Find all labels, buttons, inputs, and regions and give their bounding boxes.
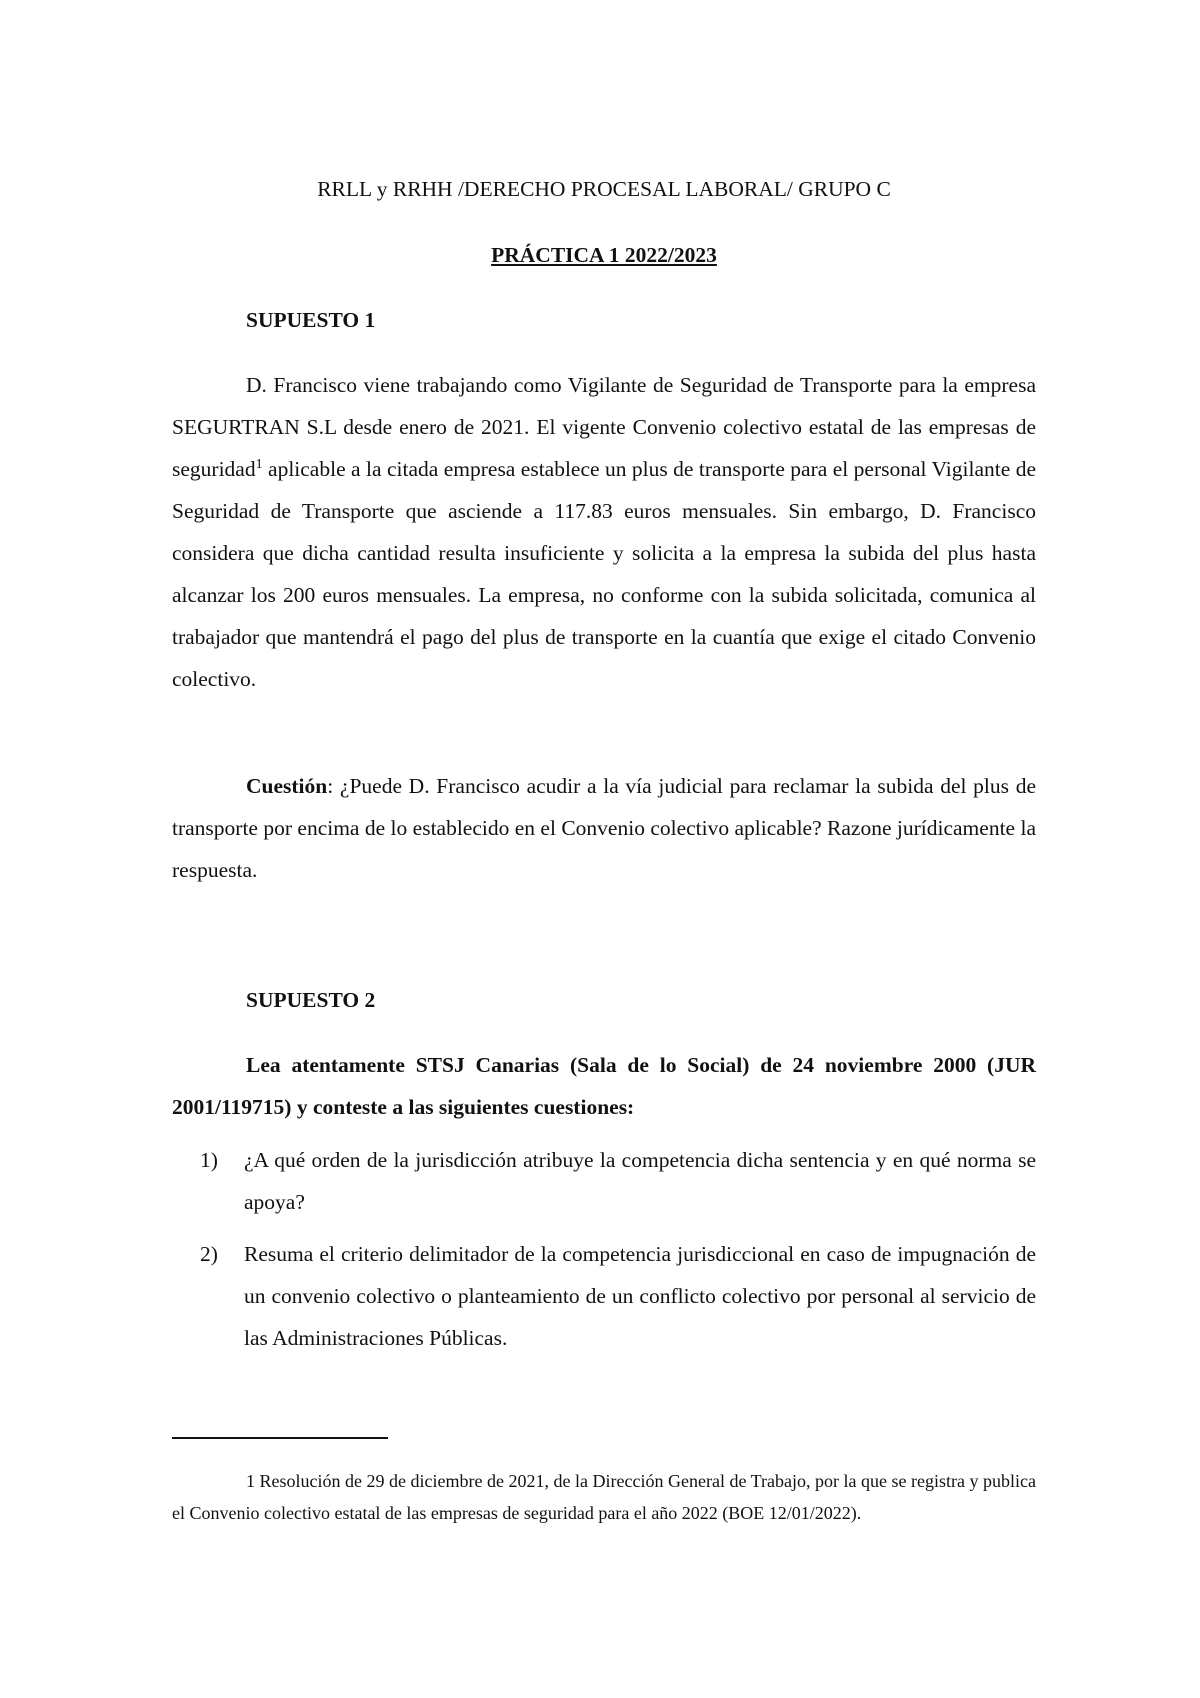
supuesto-1-question — [172, 765, 1036, 891]
supuesto-1-heading: SUPUESTO 1 — [246, 308, 376, 332]
question-list-item — [200, 1233, 1036, 1359]
question-item-text: ¿A qué orden de la jurisdicción atribuye la competencia dicha sentencia y en qué norma se apoya? — [244, 1148, 1036, 1214]
supuesto-2-instruction: Lea atentamente STSJ Canarias (Sala de lo Social) de 24 noviembre 2000 (JUR 2001/119715) y conteste a las siguientes cuestiones: — [172, 1053, 1036, 1119]
supuesto-2-heading: SUPUESTO 2 — [246, 988, 376, 1012]
question-label: Cuestión — [246, 774, 328, 798]
footnote-reference[interactable]: 1 — [255, 457, 263, 472]
footnote-text: 1 Resolución de 29 de diciembre de 2021, de la Dirección General de Trabajo, por la que se registra y publica el Convenio colectivo estatal de las empresas de seguridad para el año 2022 (BOE 12/01/2022). — [172, 1471, 1036, 1523]
supuesto-1-paragraph — [172, 364, 1036, 700]
question-number: 1) — [200, 1148, 218, 1172]
question-list-item — [200, 1139, 1036, 1223]
footnote-separator — [172, 1437, 388, 1439]
question-number: 2) — [200, 1242, 218, 1266]
practice-title: PRÁCTICA 1 2022/2023 — [491, 243, 717, 267]
supuesto-1-paragraph-part1: D. Francisco viene trabajando como Vigilante de Seguridad de Transporte para la empresa SEGURTRAN S.L desde enero de 2021. El vigente Convenio colectivo estatal de las empresas de seguridad — [172, 373, 1036, 481]
supuesto-1-paragraph-part2: aplicable a la citada empresa establece un plus de transporte para el personal Vigilante de Seguridad de Transporte que asciende a 117.83 euros mensuales. Sin embargo, D. Francisco considera que dicha cantidad resulta insuficiente y solicita a la empresa la subida del plus hasta alcanzar los 200 euros mensuales. La empresa, no conforme con la subida solicitada, comunica al trabajador que mantendrá el pago del plus de transporte en la cuantía que exige el citado Convenio colectivo. — [172, 457, 1036, 691]
question-text: : ¿Puede D. Francisco acudir a la vía judicial para reclamar la subida del plus de transporte por encima de lo establecido en el Convenio colectivo aplicable? Razone jurídicamente la respuesta. — [172, 774, 1036, 882]
question-item-text: Resuma el criterio delimitador de la competencia jurisdiccional en caso de impugnación de un convenio colectivo o planteamiento de un conflicto colectivo por personal al servicio de las Administraciones Públicas. — [244, 1242, 1036, 1350]
course-header: RRLL y RRHH /DERECHO PROCESAL LABORAL/ GRUPO C — [317, 177, 891, 201]
